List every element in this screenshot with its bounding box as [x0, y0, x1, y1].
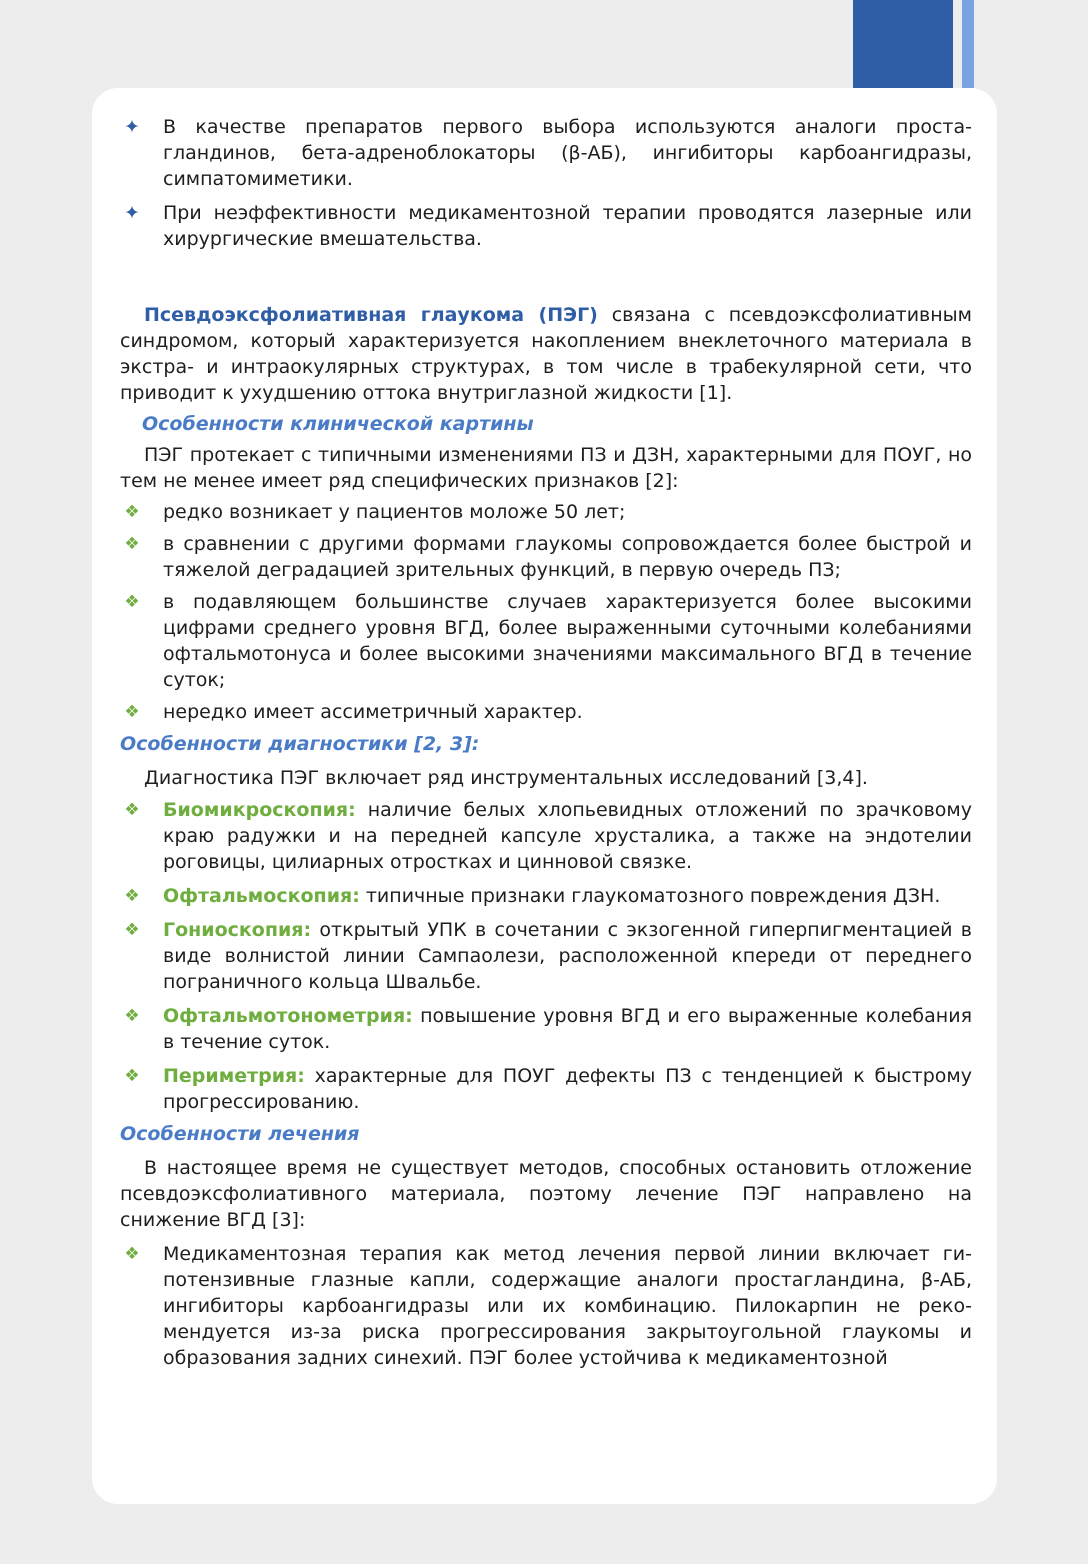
list-item: ✦ В качестве препаратов первого выбора используются аналоги простагландинов, бета-адреноблокаторы (β-АБ), ингибиторы карбоангидразы, симпатомиметики.: [120, 114, 972, 192]
diamond-bullet-icon: ❖: [124, 702, 140, 722]
diamond-bullet-icon: ❖: [124, 502, 140, 522]
page-content: [120, 114, 972, 1371]
diamond-bullet-icon: ❖: [124, 534, 140, 554]
list-item: ❖ Офтальмоскопия: типичные признаки глаукоматозного повреждения ДЗН.: [120, 883, 972, 909]
list-item: ❖ Офтальмотонометрия: повышение уровня ВГД и его выраженные колебания в течение суток.: [120, 1003, 972, 1055]
list-item: ❖ в подавляющем большинстве случаев характеризуется более высокими цифрами среднего уровня ВГД, более выраженными суточными колебаниями офтальмотонуса и более высокими значениями максимального ВГД в течение суток;: [120, 589, 972, 693]
list-item: ❖ Гониоскопия: открытый УПК в сочетании с экзогенной гиперпигментацией в виде волнистой линии Сампаолези, расположенной кпереди от переднего пограничного кольца Швальбе.: [120, 917, 972, 995]
clinical-intro: ПЭГ протекает с типичными изменениями ПЗ и ДЗН, характерными для ПОУГ, но тем не менее имеет ряд специфических признаков [2]:: [120, 444, 972, 492]
diamond-bullet-icon: ❖: [124, 1244, 140, 1264]
diamond-bullet-icon: ❖: [124, 592, 140, 612]
diamond-bullet-icon: ❖: [124, 1006, 140, 1026]
list-item: ❖ Биомикроскопия: наличие белых хлопьевидных отложений по зрачковому краю радужки и на передней капсуле хрусталика, а также на эндотелии роговицы, цилиарных отростках и цинновой связке.: [120, 797, 972, 875]
corner-accent-stripe: [962, 0, 974, 88]
clinical-heading: Особенности клинической картины: [142, 413, 534, 435]
list-item: ❖ нередко имеет ассиметричный характер.: [120, 699, 972, 725]
star-bullet-icon: ✦: [124, 202, 140, 224]
list-item: ❖ Периметрия: характерные для ПОУГ дефекты ПЗ с тенденцией к быстрому прогрессированию.: [120, 1063, 972, 1115]
corner-accent-bar: [853, 0, 953, 88]
list-item: ✦ При неэффективности медикаментозной терапии проводятся лазерные или хирургические вмешательства.: [120, 200, 972, 252]
treatment-heading: Особенности лечения: [120, 1123, 360, 1145]
list-item: ❖ в сравнении с другими формами глаукомы сопровождается более быстрой и тяжелой деградацией зрительных функций, в первую очередь ПЗ;: [120, 531, 972, 583]
treatment-intro: В настоящее время не существует методов, способных остановить отложение псевдоэксфолиативного материала, поэтому лечение ПЭГ направлено на снижение ВГД [3]:: [120, 1157, 972, 1231]
diamond-bullet-icon: ❖: [124, 800, 140, 820]
diamond-bullet-icon: ❖: [124, 920, 140, 940]
diamond-bullet-icon: ❖: [124, 886, 140, 906]
peg-intro-paragraph: Псевдоэксфолиативная глаукома (ПЭГ) связана с псевдоэксфолиативным синдромом, который характеризуется накоплением внеклеточного материала в экстра- и интраокулярных структурах, в том числе в трабекулярной сети, что приводит к ухудшению оттока внутриглазной жидкости [1].: [120, 304, 972, 404]
diagnostics-heading: Особенности диагностики [2, 3]:: [120, 733, 480, 755]
diamond-bullet-icon: ❖: [124, 1066, 140, 1086]
star-bullet-icon: ✦: [124, 116, 140, 138]
list-item: ❖ редко возникает у пациентов моложе 50 лет;: [120, 499, 972, 525]
list-item: ❖ Медикаментозная терапия как метод лечения первой линии включает гипотензивные глазные капли, содержащие аналоги простагландина, β-АБ, ингибиторы карбоангидразы или их комбинацию. Пилокарпин не рекомендуется из-за риска прогрессирования закрытоугольной глаукомы и образования задних синехий. ПЭГ более устойчива к медикаментозной: [120, 1241, 972, 1371]
diagnostics-intro: Диагностика ПЭГ включает ряд инструментальных исследований [3,4].: [144, 767, 868, 789]
